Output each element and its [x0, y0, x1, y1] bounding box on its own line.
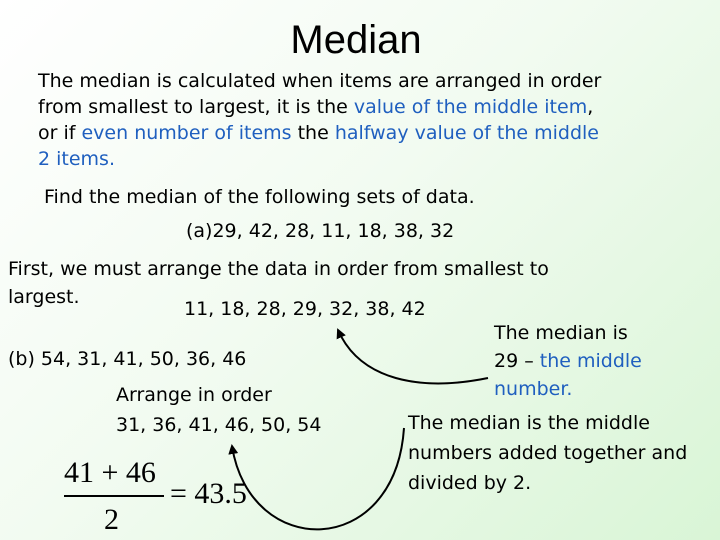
- definition-text: the: [291, 122, 335, 144]
- part-b-data: (b) 54, 31, 41, 50, 36, 46: [8, 348, 247, 370]
- definition-text: from smallest to largest, it is the: [38, 96, 354, 118]
- definition-line-1: The median is calculated when items are arranged in order: [38, 70, 602, 92]
- answer-b-line-1: The median is the middle: [408, 412, 650, 434]
- task-instruction: Find the median of the following sets of data.: [44, 186, 475, 208]
- answer-a-highlight: the middle: [539, 350, 642, 372]
- highlight-middle-item: value of the middle item: [353, 96, 588, 118]
- part-b-arrange-label: Arrange in order: [116, 384, 272, 406]
- answer-a-line-1: The median is: [494, 322, 628, 344]
- formula-numerator: 41 + 46: [64, 456, 156, 489]
- arrow-to-middle-pair: [232, 428, 404, 529]
- arrow-to-middle-number: [338, 330, 488, 383]
- first-step-line-1: First, we must arrange the data in order from smallest to: [8, 258, 549, 280]
- part-a-data: (a)29, 42, 28, 11, 18, 38, 32: [186, 220, 455, 242]
- answer-b-line-3: divided by 2.: [408, 472, 532, 494]
- definition-line-4: 2 items.: [38, 148, 115, 170]
- formula-denominator: 2: [104, 503, 119, 536]
- answer-a-value: 29 –: [494, 350, 540, 372]
- answer-b-line-2: numbers added together and: [408, 442, 688, 464]
- slide-title: Median: [290, 18, 422, 62]
- highlight-even-number: even number of items: [81, 122, 292, 144]
- first-step-line-2: largest.: [8, 286, 80, 308]
- highlight-halfway-value: halfway value of the middle: [334, 122, 600, 144]
- definition-text: or if: [38, 122, 82, 144]
- definition-text: ,: [587, 96, 594, 118]
- answer-a-line-3: number.: [494, 378, 573, 400]
- part-b-sorted: 31, 36, 41, 46, 50, 54: [116, 414, 322, 436]
- formula-result: = 43.5: [170, 477, 247, 510]
- part-a-sorted: 11, 18, 28, 29, 32, 38, 42: [184, 298, 426, 320]
